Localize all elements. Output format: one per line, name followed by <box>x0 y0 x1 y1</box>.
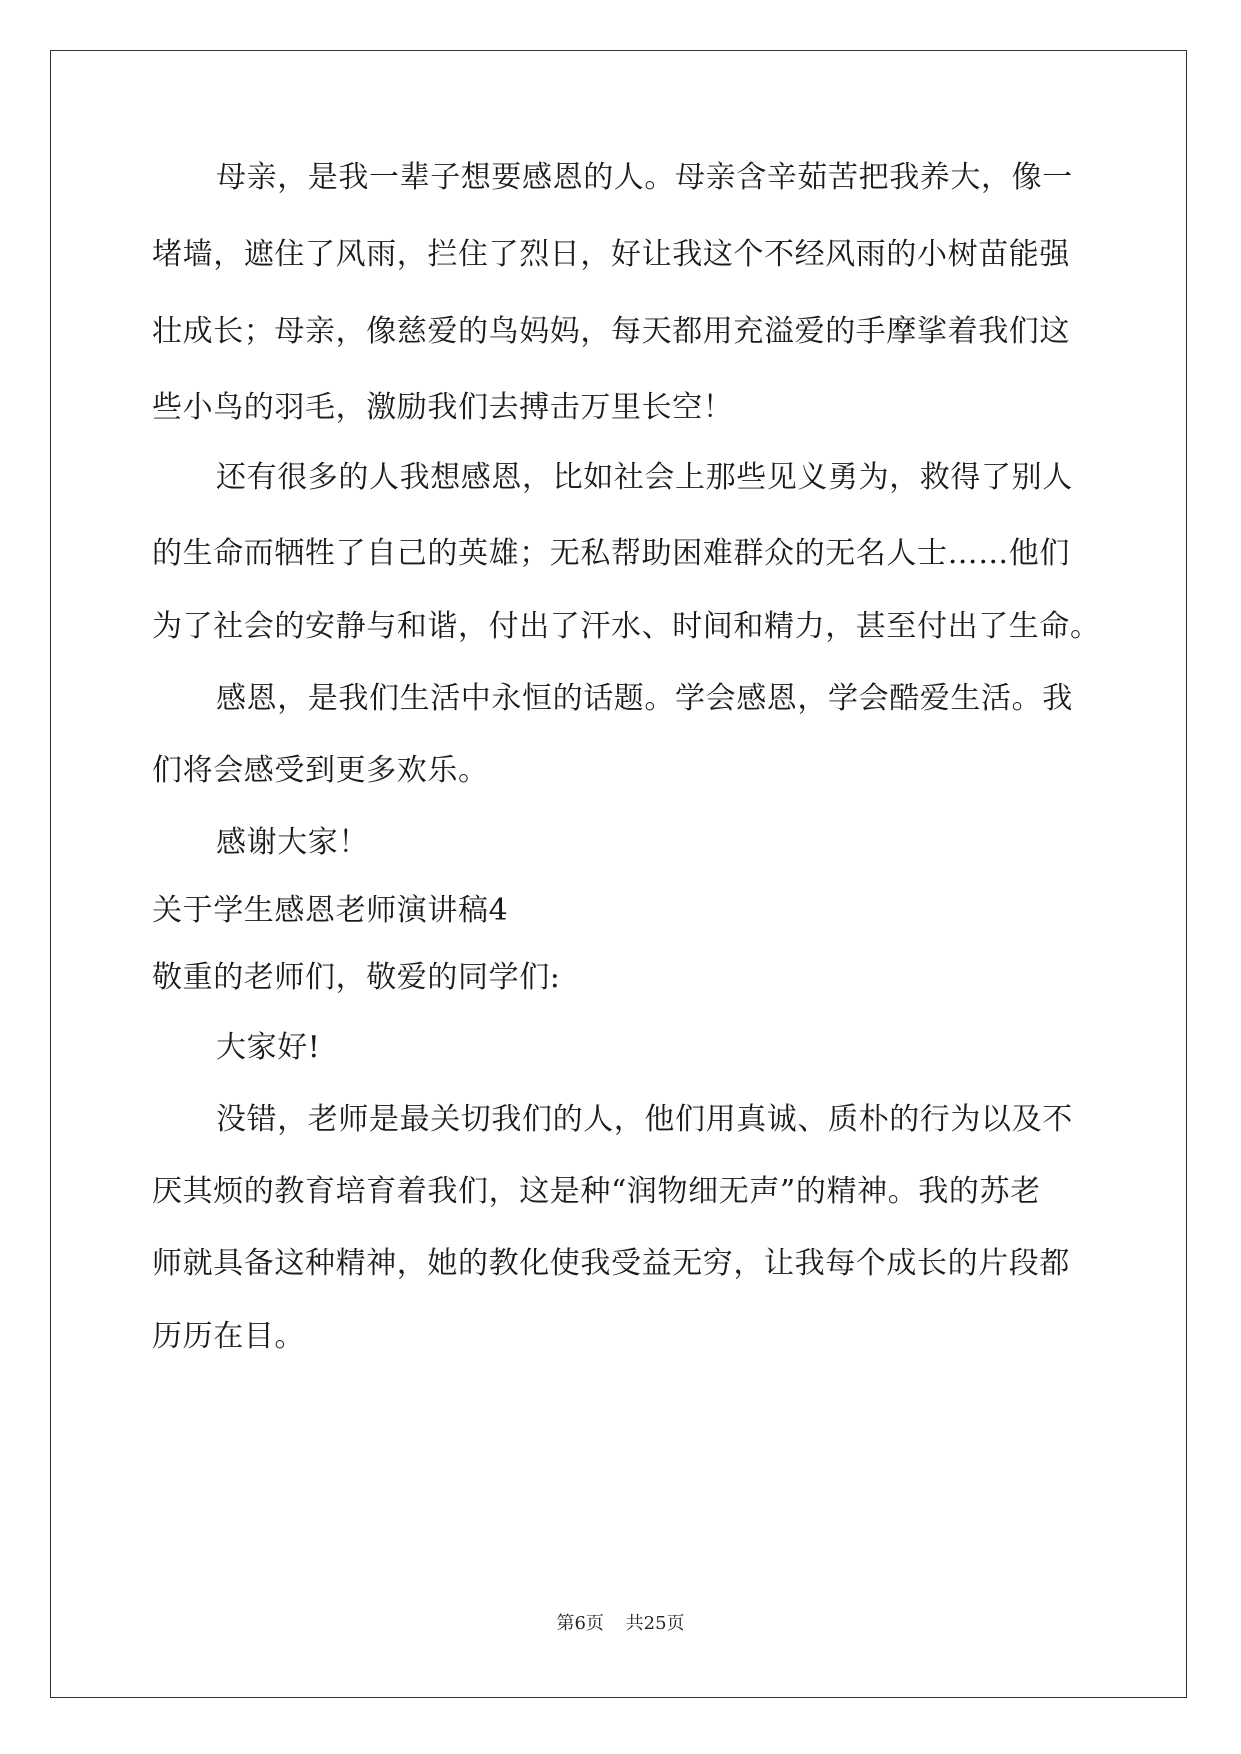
page-border <box>50 50 1187 1698</box>
paragraph-line: 些小鸟的羽毛，激励我们去搏击万里长空！ <box>152 390 734 425</box>
paragraph-line: 母亲，是我一辈子想要感恩的人。母亲含辛茹苦把我养大，像一 <box>216 160 1073 195</box>
section-title: 关于学生感恩老师演讲稿4 <box>152 893 509 928</box>
paragraph-line: 师就具备这种精神，她的教化使我受益无穷，让我每个成长的片段都 <box>152 1246 1070 1281</box>
page-number: 第6页 <box>556 1613 604 1634</box>
paragraph-line: 感谢大家！ <box>216 825 369 860</box>
greeting: 大家好! <box>216 1030 321 1065</box>
salutation: 敬重的老师们，敬爱的同学们: <box>152 960 561 995</box>
paragraph-line: 壮成长；母亲，像慈爱的鸟妈妈，每天都用充溢爱的手摩挲着我们这 <box>152 314 1070 349</box>
paragraph-line: 们将会感受到更多欢乐。 <box>152 753 489 788</box>
paragraph-line: 的生命而牺牲了自己的英雄；无私帮助困难群众的无名人士……他们 <box>152 536 1070 571</box>
paragraph-line: 还有很多的人我想感恩，比如社会上那些见义勇为，救得了别人 <box>216 460 1073 495</box>
page-footer <box>0 1612 1241 1636</box>
paragraph-line: 堵墙，遮住了风雨，拦住了烈日，好让我这个不经风雨的小树苗能强 <box>152 237 1070 272</box>
paragraph-line: 为了社会的安静与和谐，付出了汗水、时间和精力，甚至付出了生命。 <box>152 609 1101 644</box>
paragraph-line: 感恩，是我们生活中永恒的话题。学会感恩，学会酷爱生活。我 <box>216 681 1073 716</box>
page-total: 共25页 <box>625 1613 685 1634</box>
paragraph-line: 厌其烦的教育培育着我们，这是种“润物细无声”的精神。我的苏老 <box>152 1174 1041 1209</box>
paragraph-line: 历历在目。 <box>152 1319 305 1354</box>
paragraph-line: 没错，老师是最关切我们的人，他们用真诚、质朴的行为以及不 <box>216 1102 1073 1137</box>
